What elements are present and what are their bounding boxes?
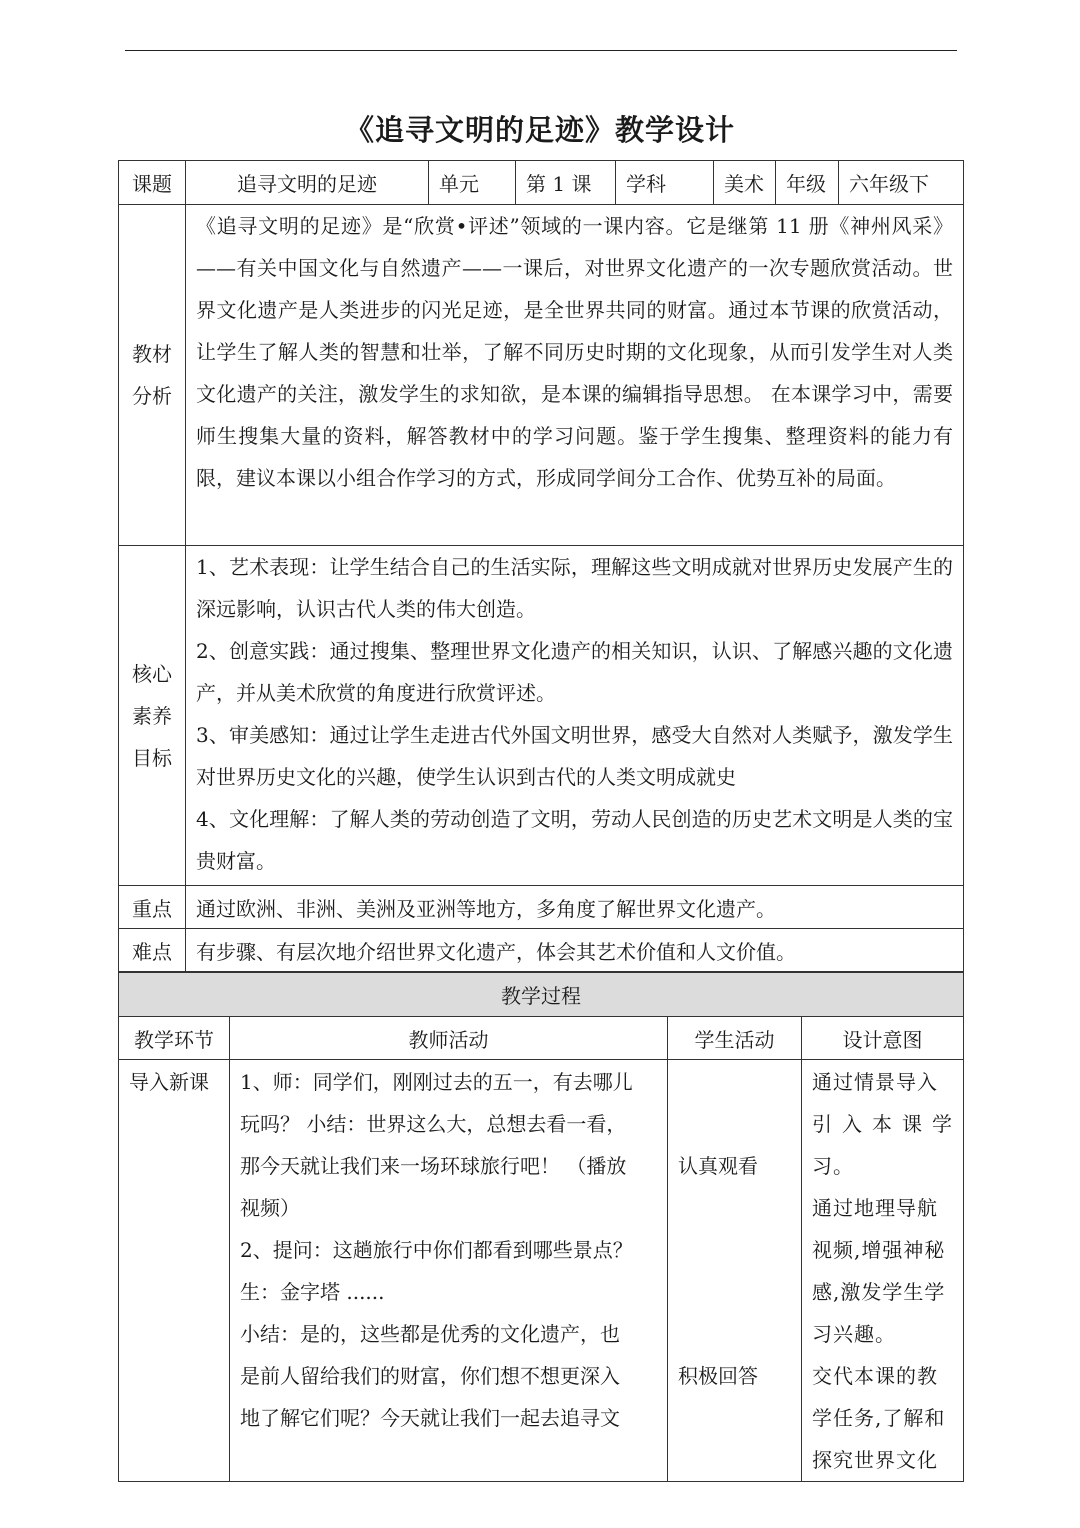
goals-label: 核心素养目标: [132, 661, 172, 770]
process-row-intro: [119, 1060, 964, 1482]
key-point-label: 重点: [119, 886, 186, 929]
analysis-row: [119, 205, 964, 546]
teacher-line: 1、师：同学们，刚刚过去的五一，有去哪儿: [240, 1070, 633, 1094]
goal-item: 2、创意实践：通过搜集、整理世界文化遗产的相关知识，认识、了解感兴趣的文化遗产，并从美术欣赏的角度进行欣赏评述。: [196, 639, 953, 705]
difficulty-row: [119, 929, 964, 972]
process-title-row: [119, 973, 964, 1017]
intent-line: 视频,增强神秘: [812, 1238, 946, 1262]
goals-list: [186, 546, 964, 886]
column-header: 教师活动: [230, 1017, 668, 1060]
process-title: 教学过程: [119, 973, 964, 1017]
teacher-line: 生：金字塔 ......: [240, 1280, 385, 1304]
student-activity-answer: 积极回答: [678, 1364, 758, 1388]
subject-value: 美术: [714, 161, 776, 205]
unit-label: 单元: [429, 161, 516, 205]
intent-line: 感,激发学生学: [812, 1280, 946, 1304]
goals-row: [119, 546, 964, 886]
subject-label: 学科: [616, 161, 714, 205]
teacher-line: 是前人留给我们的财富，你们想不想更深入: [240, 1364, 620, 1388]
intent-line: 交代本课的教: [812, 1364, 938, 1388]
intent-line: 学任务,了解和: [812, 1406, 946, 1430]
key-point-text: 通过欧洲、非洲、美洲及亚洲等地方，多角度了解世界文化遗产。: [186, 886, 964, 929]
analysis-text: 《追寻文明的足迹》是“欣赏•评述”领域的一课内容。它是继第 11 册《神州风采》——有关中国文化与自然遗产——一课后，对世界文化遗产的一次专题欣赏活动。世界文化遗产是人类进步的闪光足迹，是全世界共同的财富。通过本节课的欣赏活动，让学生了解人类的智慧和壮举，了解不同历史时期的文化现象，从而引发学生对人类文化遗产的关注，激发学生的求知欲，是本课的编辑指导思想。 在本课学习中，需要师生搜集大量的资料，解答教材中的学习问题。鉴于学生搜集、整理资料的能力有限，建议本课以小组合作学习的方式，形成同学间分工合作、优势互补的局面。: [186, 205, 964, 546]
header-row: [119, 161, 964, 205]
unit-value: 第 1 课: [516, 161, 616, 205]
design-intent-cell: [802, 1060, 964, 1482]
teacher-line: 2、提问：这趟旅行中你们都看到哪些景点？: [240, 1238, 633, 1262]
goal-item: 3、审美感知：通过让学生走进古代外国文明世界，感受大自然对人类赋予，激发学生对世界历史文化的兴趣，使学生认识到古代的人类文明成就史: [196, 723, 953, 789]
intent-line: 通过情景导入: [812, 1070, 938, 1094]
goal-item: 4、文化理解：了解人类的劳动创造了文明，劳动人民创造的历史艺术文明是人类的宝贵财富。: [196, 807, 953, 873]
teacher-line: 玩吗？ 小结：世界这么大，总想去看一看，: [240, 1112, 627, 1136]
teacher-line: 地了解它们呢？今天就让我们一起去追寻文: [240, 1406, 620, 1430]
intent-line: 通过地理导航: [812, 1196, 938, 1220]
topic-label: 课题: [119, 161, 186, 205]
analysis-label: 教材分析: [132, 342, 172, 408]
intent-line: 探究世界文化: [812, 1448, 938, 1472]
grade-label: 年级: [776, 161, 839, 205]
teacher-activity-cell: [230, 1060, 668, 1482]
teacher-line: 视频）: [240, 1196, 300, 1220]
key-point-row: [119, 886, 964, 929]
document-title: 《追寻文明的足迹》教学设计: [344, 113, 735, 147]
intent-line: 引入本课学习。: [812, 1112, 953, 1178]
stage-cell: 导入新课: [119, 1060, 230, 1482]
teacher-line: 小结：是的，这些都是优秀的文化遗产，也: [240, 1322, 620, 1346]
column-header: 教学环节: [119, 1017, 230, 1060]
header-rule: [125, 50, 957, 51]
teaching-process-table: [118, 972, 964, 1482]
process-header-row: [119, 1017, 964, 1060]
student-activity-cell: [668, 1060, 802, 1482]
lesson-info-table: [118, 160, 964, 972]
column-header: 设计意图: [802, 1017, 964, 1060]
teacher-line: 那今天就让我们来一场环球旅行吧！ （播放: [240, 1154, 627, 1178]
column-header: 学生活动: [668, 1017, 802, 1060]
grade-value: 六年级下: [839, 161, 964, 205]
student-activity-watch: 认真观看: [678, 1154, 758, 1178]
difficulty-text: 有步骤、有层次地介绍世界文化遗产，体会其艺术价值和人文价值。: [186, 929, 964, 972]
goal-item: 1、艺术表现：让学生结合自己的生活实际，理解这些文明成就对世界历史发展产生的深远影响，认识古代人类的伟大创造。: [196, 555, 953, 621]
intent-line: 习兴趣。: [812, 1322, 896, 1346]
topic-value: 追寻文明的足迹: [186, 161, 429, 205]
difficulty-label: 难点: [119, 929, 186, 972]
